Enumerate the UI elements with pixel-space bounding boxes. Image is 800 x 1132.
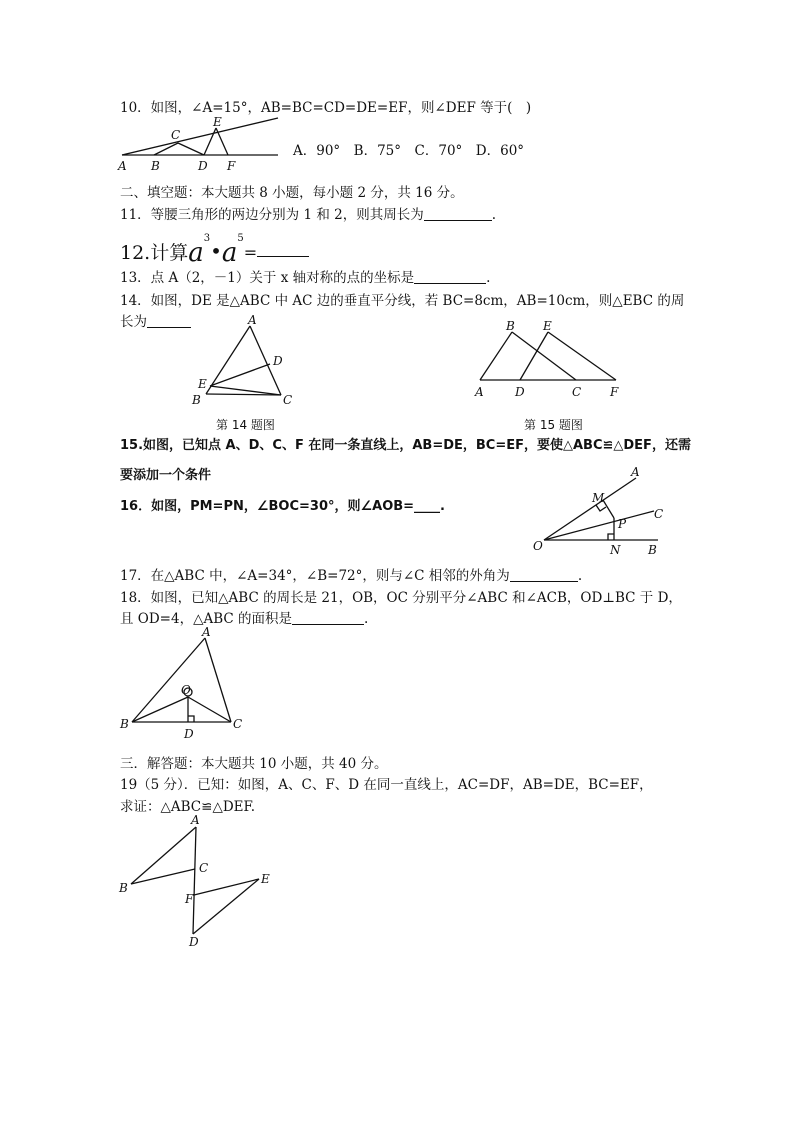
q16-label-o: O [533, 539, 543, 553]
q14-label-e: E [198, 377, 207, 391]
q18-line2-text: 且 OD=4，△ABC 的面积是 [120, 611, 293, 627]
q14-label-c: C [283, 393, 293, 407]
q15-label-a: A [475, 385, 484, 399]
q14-answer-blank[interactable] [147, 313, 191, 328]
q16-label-b: B [648, 543, 657, 557]
q19-line2: 求证：△ABC≌△DEF. [120, 799, 256, 815]
q17-line [120, 567, 582, 585]
q19-label-d: D [189, 935, 199, 949]
q10-label-a: A [118, 159, 127, 173]
q15-label-f: F [610, 385, 619, 399]
q14-label-a: A [248, 313, 257, 327]
q15-label-d: D [515, 385, 525, 399]
q11-end: . [491, 207, 497, 223]
q18-label-o: O [181, 683, 191, 697]
q13-text: 13．点 A（2，－1）关于 x 轴对称的点的坐标是 [120, 270, 415, 286]
q12-var-1: a [188, 238, 204, 268]
q12-line [120, 230, 309, 268]
q18-end: . [364, 611, 369, 627]
q13-answer-blank[interactable] [414, 269, 486, 284]
q10-label-f: F [227, 159, 236, 173]
q15-label-e: E [543, 319, 552, 333]
q18-label-a: A [202, 625, 211, 639]
q15-caption: 第 15 题图 [524, 418, 583, 432]
q14-line1: 14．如图，DE 是△ABC 中 AC 边的垂直平分线，若 BC=8cm，AB=10cm，则△EBC 的周 [120, 293, 685, 309]
q12-eq: = [243, 243, 258, 262]
q14-caption: 第 14 题图 [216, 418, 275, 432]
q15-figure [472, 316, 632, 402]
q17-text: 17．在△ABC 中，∠A=34°，∠B=72°，则与∠C 相邻的外角为 [120, 568, 510, 584]
q12-exp-1: 3 [203, 233, 211, 244]
q14-figure [192, 314, 302, 406]
q16-label-n: N [610, 543, 621, 557]
q19-label-f: F [185, 892, 194, 906]
q18-label-b: B [120, 717, 129, 731]
q12-var-2: a [221, 238, 238, 268]
q18-answer-blank[interactable] [292, 610, 364, 625]
q19-label-a: A [191, 813, 200, 827]
q16-label-p: P [618, 517, 627, 531]
q16-label-c: C [654, 507, 664, 521]
q10-label-c: C [171, 128, 181, 142]
q16-label-a: A [631, 465, 640, 479]
q15-label-b: B [506, 319, 515, 333]
q10-label-e: E [213, 115, 222, 129]
q11-answer-blank[interactable] [424, 206, 492, 221]
q17-answer-blank[interactable] [510, 567, 578, 582]
q16-text: 16．如图，PM=PN，∠BOC=30°，则∠AOB=____. [120, 499, 446, 514]
q19-label-b: B [119, 881, 128, 895]
q19-figure [115, 812, 285, 952]
q12-prefix: 12.计算 [120, 242, 189, 264]
q17-end: . [577, 568, 583, 584]
q10-stem: 10．如图，∠A=15°，AB=BC=CD=DE=EF，则∠DEF 等于( ) [120, 100, 532, 116]
q19-line1: 19（5 分）．已知：如图，A、C、F、D 在同一直线上，AC=DF，AB=DE，BC=EF， [120, 777, 653, 793]
q18-figure [118, 624, 258, 742]
q13-line [120, 269, 490, 287]
q11-text: 11．等腰三角形的两边分别为 1 和 2，则其周长为 [120, 207, 424, 223]
q12-exp-2: 5 [237, 233, 244, 244]
q18-label-d: D [184, 727, 194, 741]
q12-dot: • [210, 239, 222, 263]
q19-label-c: C [199, 861, 209, 875]
q14-label-b: B [192, 393, 201, 407]
q16-figure [530, 460, 670, 558]
section2-heading: 二、填空题：本大题共 8 小题，每小题 2 分，共 16 分。 [120, 185, 464, 201]
q10-figure [118, 115, 283, 177]
q14-line2 [120, 313, 191, 331]
q15-label-c: C [572, 385, 582, 399]
q10-label-b: B [151, 159, 160, 173]
q12-answer-blank[interactable] [257, 242, 309, 257]
q15-line1: 15.如图，已知点 A、D、C、F 在同一条直线上，AB=DE，BC=EF，要使△ABC≌△DEF，还需 [120, 438, 691, 453]
q14-label-d: D [273, 354, 283, 368]
q14-line2-text: 长为 [120, 314, 147, 330]
q16-label-m: M [592, 491, 605, 505]
q10-options: A．90° B．75° C．70° D．60° [293, 143, 525, 159]
q10-label-d: D [198, 159, 208, 173]
q18-label-c: C [233, 717, 243, 731]
q13-end: . [486, 270, 491, 286]
q19-label-e: E [261, 872, 270, 886]
q18-line1: 18．如图，已知△ABC 的周长是 21，OB，OC 分别平分∠ABC 和∠ACB，OD⊥BC 于 D， [120, 590, 682, 606]
section3-heading: 三．解答题：本大题共 10 小题，共 40 分。 [120, 756, 388, 772]
q11-line [120, 206, 496, 224]
q15-line2: 要添加一个条件 [120, 468, 212, 483]
